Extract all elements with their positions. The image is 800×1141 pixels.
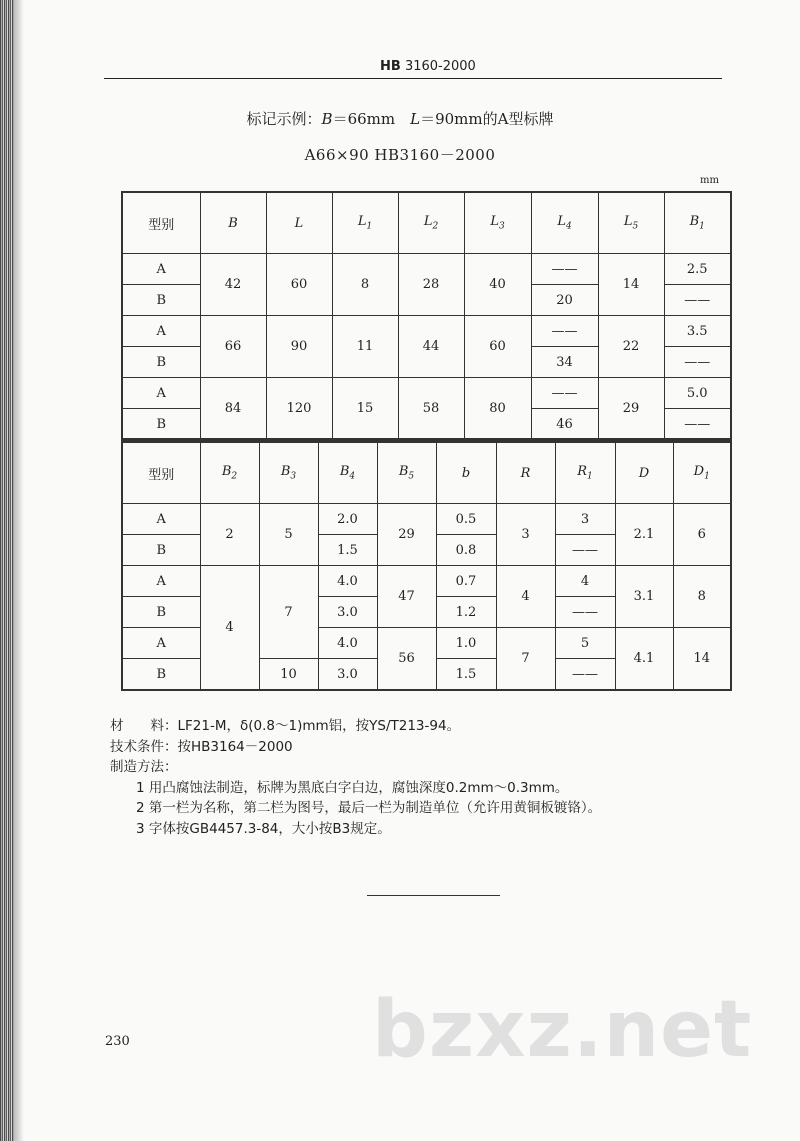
column-header: B bbox=[200, 192, 266, 254]
table-cell: 0.8 bbox=[436, 535, 496, 566]
table-cell: A bbox=[122, 378, 200, 409]
column-header: 型别 bbox=[122, 192, 200, 254]
table-cell: 28 bbox=[398, 254, 464, 316]
column-header: $D_1$ bbox=[673, 442, 731, 504]
table-cell: 2.0 bbox=[318, 504, 377, 535]
table-cell: 0.7 bbox=[436, 566, 496, 597]
table-cell: 42 bbox=[200, 254, 266, 316]
dimension-table-1 bbox=[121, 191, 732, 441]
table-cell: 1.2 bbox=[436, 597, 496, 628]
column-header: $B_4$ bbox=[318, 442, 377, 504]
table-cell: B bbox=[122, 535, 200, 566]
table-cell: A bbox=[122, 504, 200, 535]
table-cell: 3 bbox=[555, 504, 615, 535]
notes-section bbox=[110, 716, 601, 839]
table-cell: 29 bbox=[377, 504, 436, 566]
table-cell: 8 bbox=[332, 254, 398, 316]
table-cell: 1.0 bbox=[436, 628, 496, 659]
table-row bbox=[122, 566, 731, 597]
table-cell: B bbox=[122, 659, 200, 691]
scan-edge bbox=[0, 0, 14, 1141]
table-cell: 3.5 bbox=[664, 316, 731, 347]
method-item: 2 第一栏为名称，第二栏为图号，最后一栏为制造单位（允许用黄铜板镀铬）。 bbox=[136, 800, 602, 816]
table-cell: 3 bbox=[496, 504, 555, 566]
table-cell: 7 bbox=[259, 566, 318, 659]
table-cell: 4.0 bbox=[318, 566, 377, 597]
column-header: b bbox=[436, 442, 496, 504]
table-cell: B bbox=[122, 597, 200, 628]
table-row bbox=[122, 378, 731, 409]
standard-header: HB 3160-2000 bbox=[380, 59, 476, 74]
table-cell: 5 bbox=[555, 628, 615, 659]
table-cell: A bbox=[122, 254, 200, 285]
material-note: 材 料：LF21-M，δ(0.8～1)mm铝，按YS/T213-94。 bbox=[110, 718, 461, 734]
header-row bbox=[122, 442, 731, 504]
header-rule bbox=[104, 78, 722, 79]
column-header: $B_3$ bbox=[259, 442, 318, 504]
method-item: 1 用凸腐蚀法制造，标牌为黑底白字白边，腐蚀深度0.2mm～0.3mm。 bbox=[136, 779, 569, 796]
table-cell: 40 bbox=[464, 254, 531, 316]
table-cell: 2.1 bbox=[615, 504, 673, 566]
table-cell: —— bbox=[555, 535, 615, 566]
column-header: $B_5$ bbox=[377, 442, 436, 504]
table-cell: 4 bbox=[200, 566, 259, 691]
table-cell: 1.5 bbox=[318, 535, 377, 566]
table-cell: —— bbox=[664, 409, 731, 441]
column-header: $L_3$ bbox=[464, 192, 531, 254]
marking-example-code: A66×90 HB3160－2000 bbox=[304, 146, 496, 164]
method-item: 3 字体按GB4457.3-84，大小按B3规定。 bbox=[136, 820, 391, 837]
table-cell: 6 bbox=[673, 504, 731, 566]
table-cell: 4.1 bbox=[615, 628, 673, 691]
table-cell: 3.1 bbox=[615, 566, 673, 628]
table-cell: 14 bbox=[673, 628, 731, 691]
column-header: $R_1$ bbox=[555, 442, 615, 504]
table-cell: 1.5 bbox=[436, 659, 496, 691]
table-cell: 5.0 bbox=[664, 378, 731, 409]
column-header: $L_4$ bbox=[531, 192, 598, 254]
table-cell: —— bbox=[531, 378, 598, 409]
table-cell: 4 bbox=[555, 566, 615, 597]
table-cell: 66 bbox=[200, 316, 266, 378]
table-cell: B bbox=[122, 285, 200, 316]
table-cell: A bbox=[122, 628, 200, 659]
table-cell: 0.5 bbox=[436, 504, 496, 535]
column-header: $L_1$ bbox=[332, 192, 398, 254]
dimension-table-2 bbox=[121, 441, 732, 691]
column-header: R bbox=[496, 442, 555, 504]
method-title: 制造方法： bbox=[110, 759, 178, 775]
column-header: L bbox=[266, 192, 332, 254]
table-cell: 8 bbox=[673, 566, 731, 628]
table-cell: 120 bbox=[266, 378, 332, 441]
table-cell: 4 bbox=[496, 566, 555, 628]
table-cell: 7 bbox=[496, 628, 555, 691]
marking-example-title: 标记示例：B＝66mm L＝90mm的A型标牌 bbox=[246, 110, 554, 128]
table-cell: 2.5 bbox=[664, 254, 731, 285]
table-cell: 80 bbox=[464, 378, 531, 441]
table-cell: A bbox=[122, 566, 200, 597]
table-cell: 46 bbox=[531, 409, 598, 441]
watermark: bzxz.net bbox=[372, 985, 753, 1075]
table-cell: A bbox=[122, 316, 200, 347]
tech-condition-note: 技术条件：按HB3164－2000 bbox=[110, 738, 293, 755]
table-cell: 34 bbox=[531, 347, 598, 378]
table-cell: 5 bbox=[259, 504, 318, 566]
table-row bbox=[122, 504, 731, 535]
table-cell: 3.0 bbox=[318, 597, 377, 628]
table-cell: 22 bbox=[598, 316, 664, 378]
table-cell: 4.0 bbox=[318, 628, 377, 659]
table-cell: 60 bbox=[464, 316, 531, 378]
table-cell: —— bbox=[664, 347, 731, 378]
column-header: D bbox=[615, 442, 673, 504]
end-rule bbox=[367, 895, 500, 896]
table-cell: B bbox=[122, 409, 200, 441]
column-header: $L_5$ bbox=[598, 192, 664, 254]
column-header: 型别 bbox=[122, 442, 200, 504]
table-cell: —— bbox=[531, 254, 598, 285]
table-cell: —— bbox=[555, 597, 615, 628]
table-cell: —— bbox=[555, 659, 615, 691]
header-row bbox=[122, 192, 731, 254]
table-cell: 20 bbox=[531, 285, 598, 316]
table-cell: —— bbox=[531, 316, 598, 347]
table-row bbox=[122, 316, 731, 347]
table-cell: 15 bbox=[332, 378, 398, 441]
table-cell: 44 bbox=[398, 316, 464, 378]
column-header: $B_2$ bbox=[200, 442, 259, 504]
table-cell: 14 bbox=[598, 254, 664, 316]
unit-label: mm bbox=[700, 175, 719, 186]
table-cell: 10 bbox=[259, 659, 318, 691]
table-cell: —— bbox=[664, 285, 731, 316]
table-cell: 2 bbox=[200, 504, 259, 566]
column-header: $B_1$ bbox=[664, 192, 731, 254]
table-cell: 58 bbox=[398, 378, 464, 441]
column-header: $L_2$ bbox=[398, 192, 464, 254]
table-cell: 60 bbox=[266, 254, 332, 316]
table-cell: 47 bbox=[377, 566, 436, 628]
table-row bbox=[122, 254, 731, 285]
page-number: 230 bbox=[105, 1034, 130, 1049]
table-cell: 29 bbox=[598, 378, 664, 441]
table-cell: B bbox=[122, 347, 200, 378]
scan-shadow bbox=[14, 0, 24, 1141]
table-cell: 11 bbox=[332, 316, 398, 378]
table-cell: 84 bbox=[200, 378, 266, 441]
table-cell: 3.0 bbox=[318, 659, 377, 691]
table-cell: 56 bbox=[377, 628, 436, 691]
table-cell: 90 bbox=[266, 316, 332, 378]
